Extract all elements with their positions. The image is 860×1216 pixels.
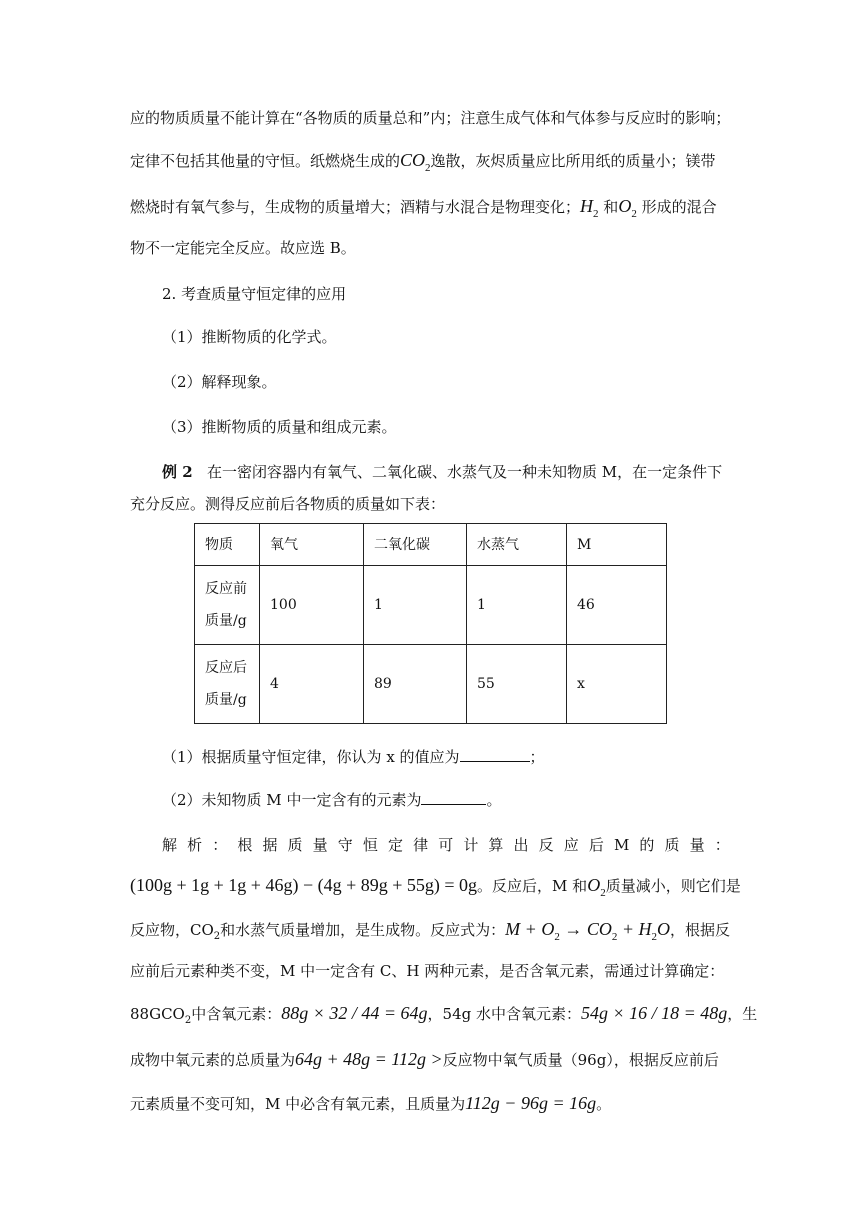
example-label: 例 2 <box>162 463 193 481</box>
list-item: （3）推断物质的质量和组成元素。 <box>162 418 397 436</box>
text: 。 <box>486 791 502 809</box>
example-line <box>130 494 730 514</box>
text: 形成的混合 <box>641 198 717 216</box>
text: 和 <box>603 198 619 216</box>
analysis-line <box>130 1049 730 1070</box>
equation: 64g + 48g = 112g > <box>295 1049 443 1069</box>
text: 。 <box>596 1095 612 1113</box>
table-header-cell: 水蒸气 <box>467 524 567 566</box>
text: ，生 <box>727 1005 758 1023</box>
analysis-line <box>130 1003 758 1027</box>
text: 应前后元素种类不变，M 中一定含有 C、H 两种元素，是否含氧元素，需通过计算确定： <box>130 962 725 980</box>
equation: 88g × 32 / 44 = 64g <box>281 1003 428 1023</box>
text: ，54g 水中含氧元素： <box>427 1005 581 1023</box>
analysis-line <box>130 875 741 899</box>
paragraph-line <box>130 108 730 128</box>
text: 在一密闭容器内有氧气、二氧化碳、水蒸气及一种未知物质 M，在一定条件下 <box>206 463 723 481</box>
row-label: 反应前 质量/g <box>195 566 260 645</box>
question-line <box>162 747 762 767</box>
text: 成物中氧元素的总质量为 <box>130 1051 296 1069</box>
text: 燃烧时有氧气参与，生成物的质量增大；酒精与水混合是物理变化； <box>130 198 581 216</box>
text: 反应物中氧气质量（96g），根据反应前后 <box>442 1051 719 1069</box>
text: 反应物，CO <box>130 921 214 939</box>
text: ； <box>529 748 545 766</box>
text: 定律不包括其他量的守恒。纸燃烧生成的 <box>130 152 401 170</box>
text: 应的物质质量不能计算在“各物质的质量总和”内；注意生成气体和气体参与反应时的影响； <box>130 109 731 127</box>
subscript: 2 <box>213 931 221 942</box>
table-cell: 46 <box>567 566 667 645</box>
text: 和水蒸气质量增加，是生成物。反应式为： <box>220 921 506 939</box>
table-header-row <box>195 524 667 566</box>
analysis-line <box>130 961 730 981</box>
paragraph-line <box>130 238 730 258</box>
table-cell: 100 <box>260 566 364 645</box>
table-header-cell: 二氧化碳 <box>364 524 467 566</box>
table-header-cell: M <box>567 524 667 566</box>
table-cell: x <box>567 645 667 724</box>
reaction-equation: $M + O_2 \to CO_2 + H_2O$ <box>505 919 670 943</box>
paragraph-line <box>130 150 730 173</box>
table-header-cell: 氧气 <box>260 524 364 566</box>
table-cell: 1 <box>467 566 567 645</box>
section-title: 2. 考查质量守恒定律的应用 <box>162 285 347 303</box>
text: 88GCO <box>130 1005 185 1023</box>
question-line <box>162 790 762 810</box>
paragraph-line <box>130 196 730 219</box>
equation: 54g × 16 / 18 = 48g <box>581 1003 728 1023</box>
text: 元素质量不变可知，M 中必含有氧元素，且质量为 <box>130 1095 466 1113</box>
equation: (100g + 1g + 1g + 46g) − (4g + 89g + 55g) = 0g <box>130 875 478 895</box>
text: 充分反应。测得反应前后各物质的质量如下表： <box>130 495 446 513</box>
analysis-line <box>130 919 730 943</box>
analysis-line <box>130 1093 730 1114</box>
formula-o2: $O_2$ <box>587 875 606 899</box>
analysis-line: 解 析 ： 根 据 质 量 守 恒 定 律 可 计 算 出 反 应 后 M 的 质 量 ： <box>162 836 730 854</box>
text: 中含氧元素： <box>191 1005 282 1023</box>
answer-blank <box>460 747 530 762</box>
table-cell: 1 <box>364 566 467 645</box>
list-item: （2）解释现象。 <box>162 373 277 391</box>
table-row <box>195 645 667 724</box>
answer-blank <box>421 790 486 805</box>
text: （1）根据质量守恒定律，你认为 x 的值应为 <box>162 748 460 766</box>
formula-co2: $CO_2$ <box>400 150 431 174</box>
table-cell: 55 <box>467 645 567 724</box>
mass-table <box>194 523 667 724</box>
example-line <box>162 462 762 482</box>
formula-o2: $O_2$ <box>618 196 637 220</box>
text: 。反应后，M 和 <box>477 877 588 895</box>
table-cell: 89 <box>364 645 467 724</box>
table-cell: 4 <box>260 645 364 724</box>
table-header-cell: 物质 <box>195 524 260 566</box>
text: 逸散，灰烬质量应比所用纸的质量小；镁带 <box>430 152 716 170</box>
table-row <box>195 566 667 645</box>
subscript: 2 <box>184 1015 192 1026</box>
text: 质量减小，则它们是 <box>605 877 741 895</box>
row-label: 反应后 质量/g <box>195 645 260 724</box>
text: ，根据反 <box>669 921 730 939</box>
text: （2）未知物质 M 中一定含有的元素为 <box>162 791 422 809</box>
equation: 112g − 96g = 16g <box>465 1093 597 1113</box>
text: 物不一定能完全反应。故应选 B。 <box>130 239 356 257</box>
formula-h2: $H_2$ <box>580 196 599 220</box>
list-item: （1）推断物质的化学式。 <box>162 328 337 346</box>
